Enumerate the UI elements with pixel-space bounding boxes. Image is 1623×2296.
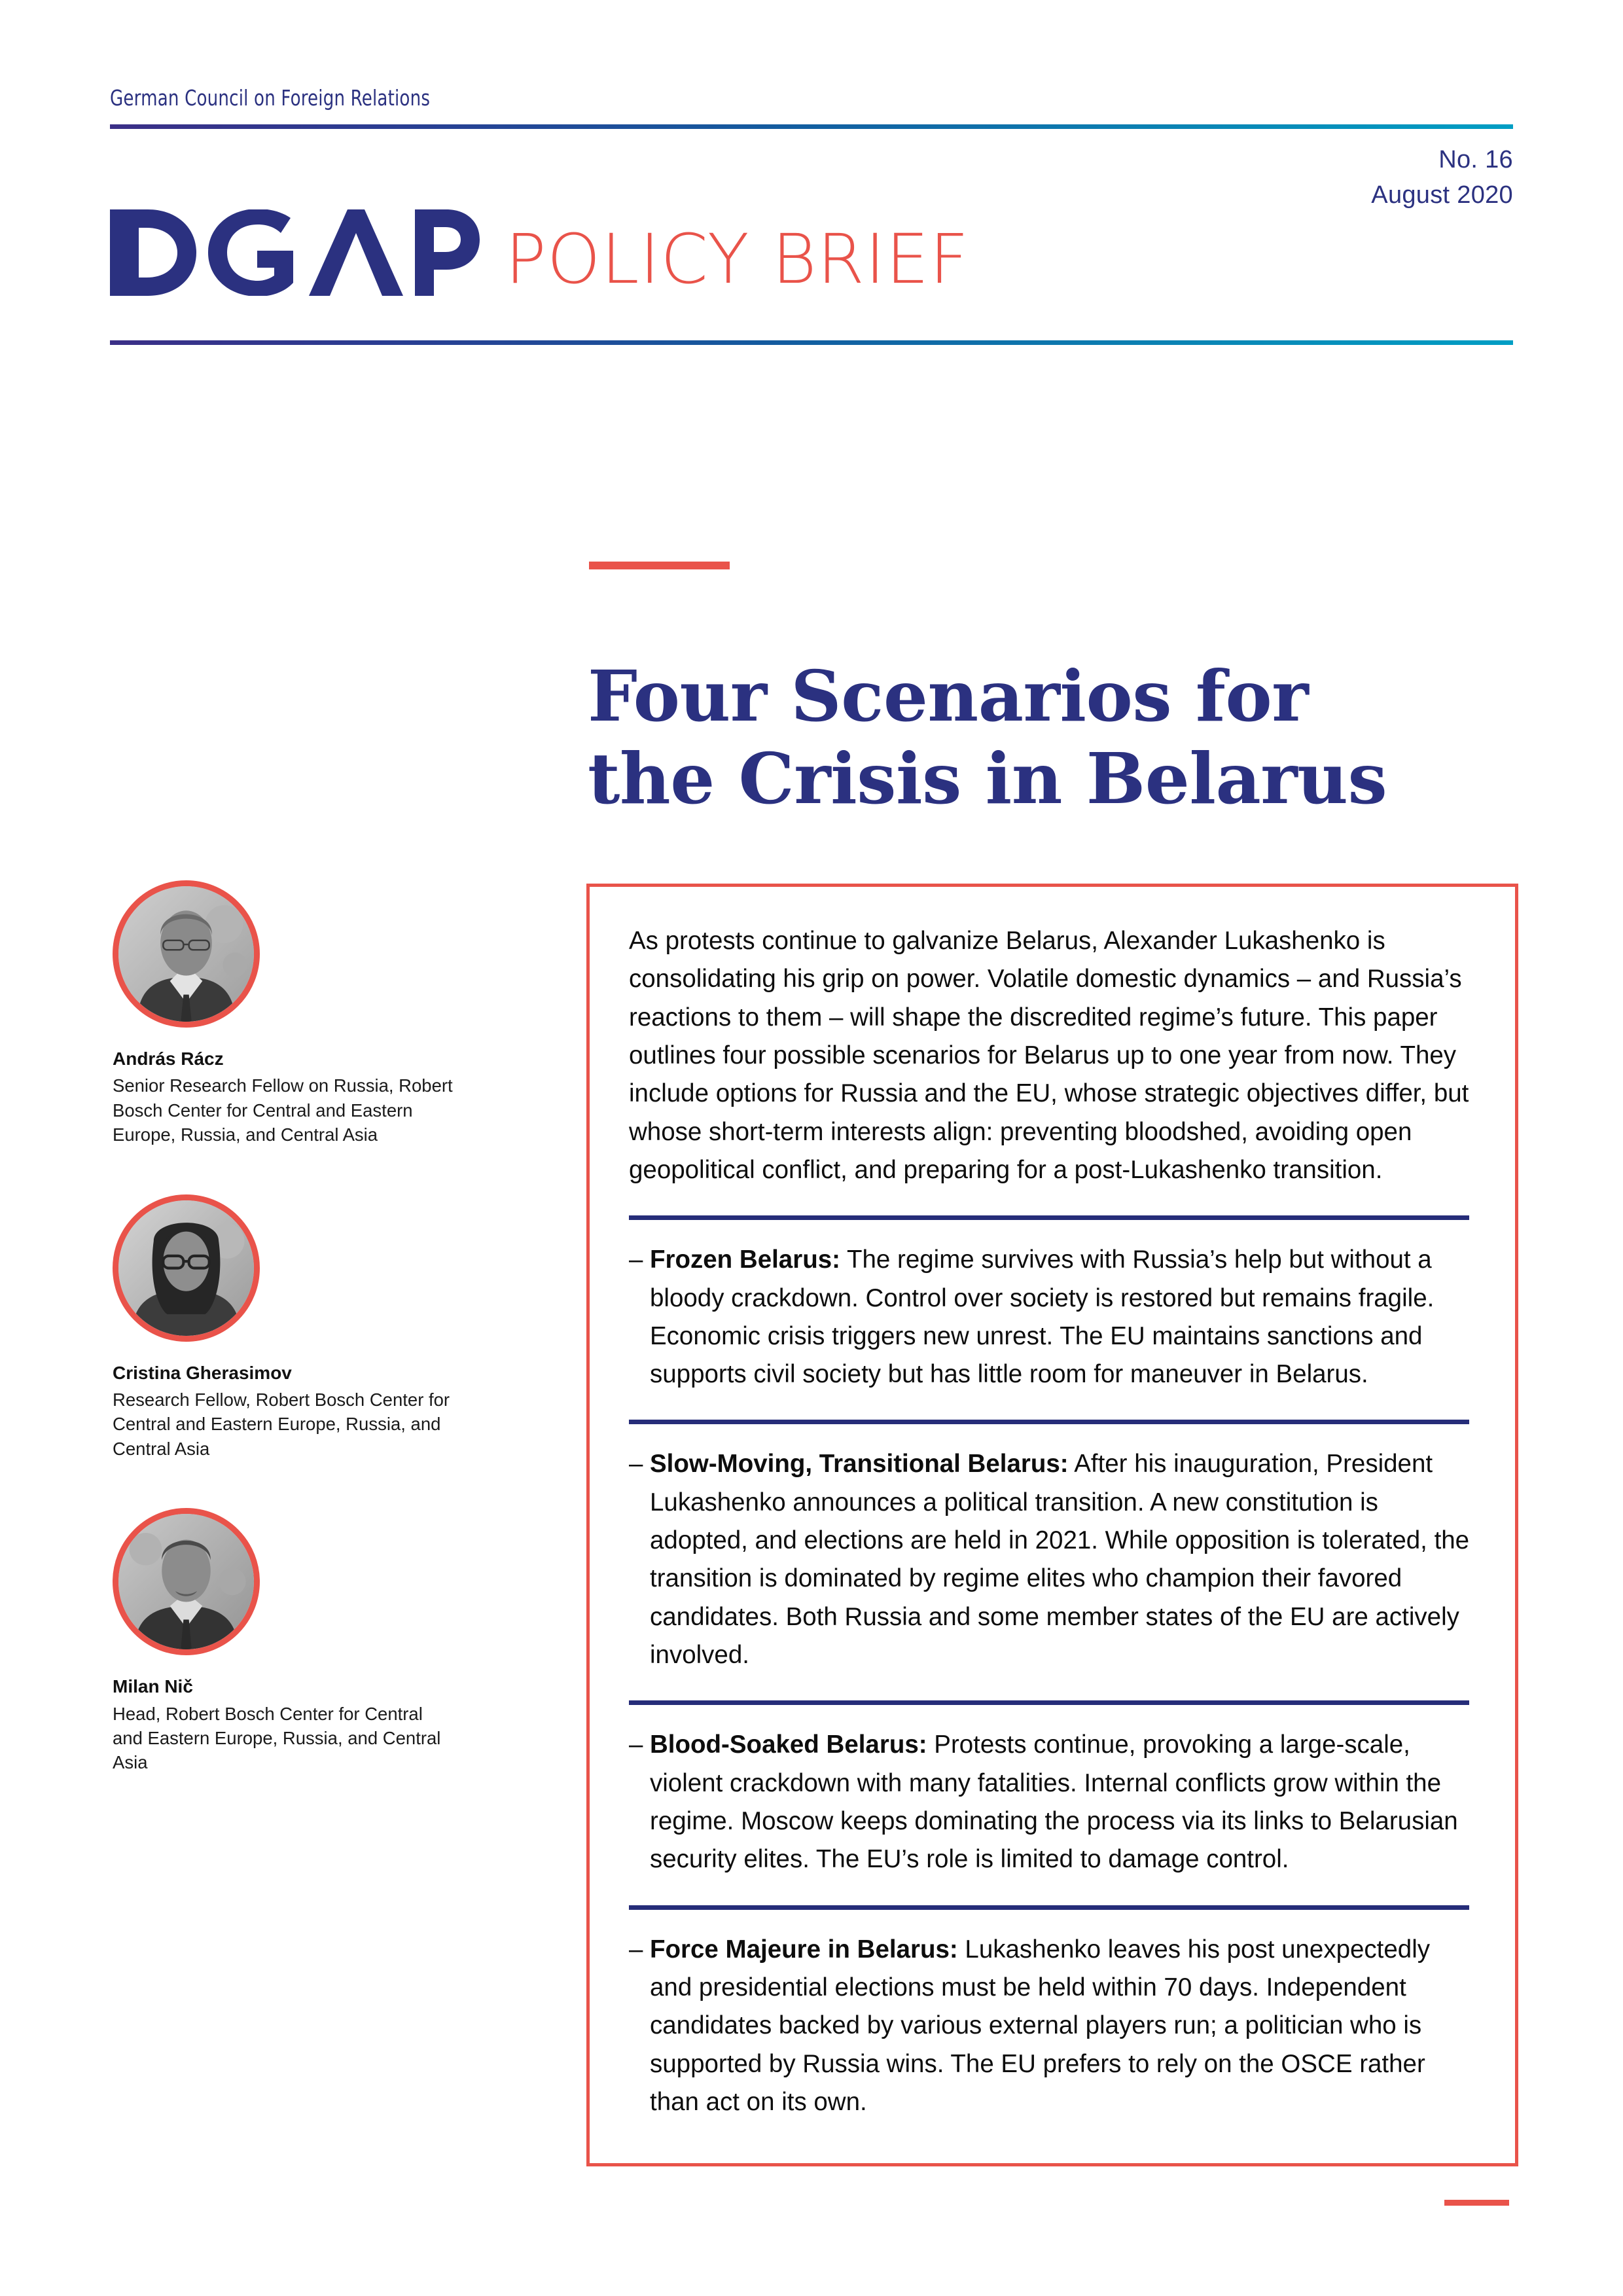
page-title	[588, 656, 1517, 821]
author-name: Milan Nič	[113, 1676, 193, 1697]
author-role: Senior Research Fellow on Russia, Robert Bosch Center for Central and Eastern Europe, Russia, and Central Asia	[113, 1075, 453, 1145]
author-name: András Rácz	[113, 1049, 224, 1069]
dgap-logo-icon	[110, 209, 490, 296]
scenario-text	[650, 1241, 1472, 1393]
section-divider	[629, 1905, 1469, 1910]
avatar	[113, 880, 260, 1028]
portrait-photo-andras-racz	[118, 886, 254, 1022]
scenario-item	[629, 1445, 1478, 1674]
scenario-description: Lukashenko leaves his post unexpectedly and presidential elections must be held within 70 days. Independent candidates backed by various external players run; a politician who is supported by Russia wins. The EU prefers to rely on the OSCE rather than act on its own.	[650, 1935, 1430, 2116]
scenario-label: Force Majeure in Belarus:	[650, 1935, 958, 1964]
portrait-photo-milan-nic	[118, 1514, 254, 1649]
scenario-item	[629, 1931, 1478, 2122]
issue-number: No. 16	[1438, 146, 1513, 173]
bullet-dash: –	[629, 1731, 643, 1759]
organization-name: German Council on Foreign Relations	[110, 85, 431, 111]
bullet-dash: –	[629, 1935, 643, 1964]
avatar	[113, 1508, 260, 1655]
scenario-label: Slow-Moving, Transitional Belarus:	[650, 1450, 1069, 1479]
authors-sidebar	[113, 880, 505, 1775]
issue-info	[1371, 143, 1513, 213]
abstract-box	[586, 884, 1518, 2166]
scenario-label: Blood-Soaked Belarus:	[650, 1731, 927, 1759]
bullet-dash: –	[629, 1246, 643, 1274]
section-divider	[629, 1420, 1469, 1424]
dgap-logo-lockup	[110, 209, 970, 299]
avatar	[113, 1194, 260, 1342]
portrait-photo-cristina-gherasimov	[118, 1200, 254, 1336]
header-rule-top	[110, 124, 1513, 129]
scenario-description: After his inauguration, President Lukashenko announces a political transition. A new constitution is adopted, and elections are held in 2021. While opposition is tolerated, the transition is dominated by regime elites who champion their favored candidates. Both Russia and some member states of the EU are actively involved.	[650, 1450, 1470, 1669]
author-role: Research Fellow, Robert Bosch Center for Central and Eastern Europe, Russia, and Central Asia	[113, 1389, 450, 1459]
scenario-text	[650, 1726, 1472, 1878]
scenario-description: The regime survives with Russia’s help but without a bloody crackdown. Control over society is restored but remains fragile. Economic crisis triggers new unrest. The EU maintains sanctions and supports civil society but has little room for maneuver in Belarus.	[650, 1246, 1435, 1389]
author-entry	[113, 1194, 505, 1462]
scenario-label: Frozen Belarus:	[650, 1246, 840, 1274]
abstract-lede: As protests continue to galvanize Belarus, Alexander Lukashenko is consolidating his grip on power. Volatile domestic dynamics – and Russia’s reactions to them – will shape the discredited regime’s future. This paper outlines four possible scenarios for Belarus up to one year from now. They include options for Russia and the EU, whose strategic objectives differ, but whose short-term interests align: preventing bloodshed, avoiding open geopolitical conflict, and preparing for a post-Lukashenko transition.	[629, 927, 1469, 1184]
scenario-item	[629, 1726, 1478, 1878]
header-rule-bottom	[110, 340, 1513, 345]
title-accent-dash	[589, 562, 730, 569]
footer-accent-mark	[1444, 2200, 1509, 2206]
series-name: POLICY BRIEF	[505, 219, 970, 299]
scenario-item	[629, 1241, 1478, 1393]
scenario-text	[650, 1445, 1472, 1674]
bullet-dash: –	[629, 1450, 643, 1479]
section-divider	[629, 1700, 1469, 1705]
author-name: Cristina Gherasimov	[113, 1362, 292, 1383]
section-divider	[629, 1215, 1469, 1220]
issue-date: August 2020	[1371, 181, 1513, 209]
author-entry	[113, 1508, 505, 1775]
scenario-text	[650, 1931, 1472, 2122]
page-title-line-1: Four Scenarios for	[588, 655, 1309, 738]
page-title-line-2: the Crisis in Belarus	[588, 738, 1387, 820]
author-role: Head, Robert Bosch Center for Central and Eastern Europe, Russia, and Central Asia	[113, 1703, 441, 1773]
author-entry	[113, 880, 505, 1147]
scenario-description: Protests continue, provoking a large-scale, violent crackdown with many fatalities. Internal conflicts grow within the regime. Moscow keeps dominating the process via its links to Belarusian security elites. The EU’s role is limited to damage control.	[650, 1731, 1458, 1874]
